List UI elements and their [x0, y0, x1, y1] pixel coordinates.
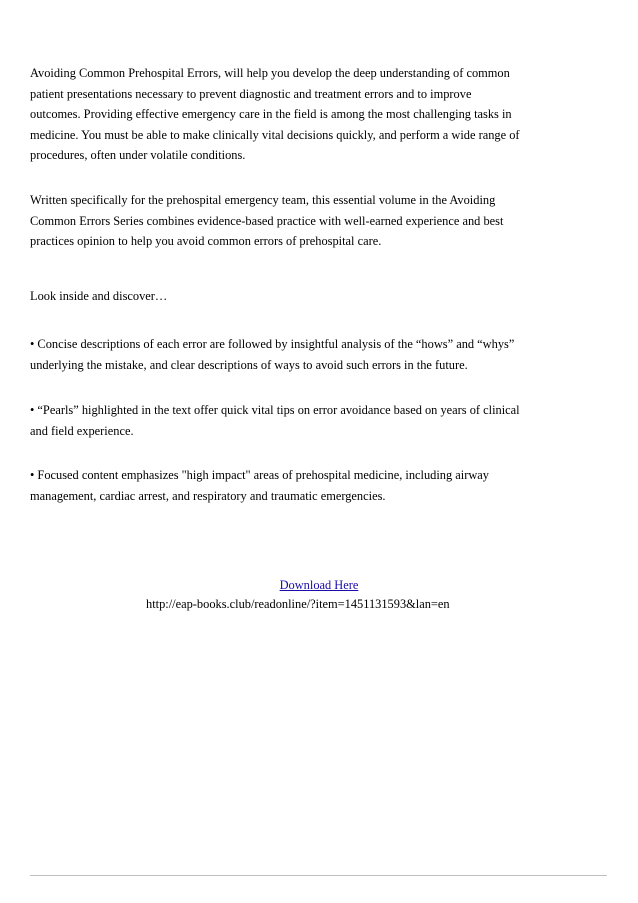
look-inside-paragraph: Look inside and discover… — [30, 289, 168, 303]
download-link[interactable]: Download Here — [279, 578, 359, 592]
bullet-concise-descriptions: • Concise descriptions of each error are followed by insightful analysis of the “hows” and “whys” underlying the mistake, and clear descriptions of ways to avoid such errors in the future. — [30, 337, 515, 372]
description-paragraph: Written specifically for the prehospital emergency team, this essential volume in the Avoiding Common Errors Series combines evidence-based practice with well-earned experience and best practices opinion to help you avoid common errors of prehospital care. — [30, 193, 504, 248]
download-link-container — [0, 575, 638, 596]
intro-paragraph: Avoiding Common Prehospital Errors, will help you develop the deep understanding of common patient presentations necessary to prevent diagnostic and treatment errors and to improve outcomes. Providing effective emergency care in the field is among the most challenging tasks in medicine. You must be able to make clinically vital decisions quickly, and perform a wide range of procedures, often under volatile conditions. — [30, 66, 520, 162]
bullet-focused-content: • Focused content emphasizes "high impact" areas of prehospital medicine, including airway management, cardiac arrest, and respiratory and traumatic emergencies. — [30, 468, 490, 503]
bullet-pearls: • “Pearls” highlighted in the text offer quick vital tips on error avoidance based on years of clinical and field experience. — [30, 403, 520, 438]
footer-divider — [30, 875, 607, 876]
download-url: http://eap-books.club/readonline/?item=1451131593&lan=en — [146, 597, 450, 611]
